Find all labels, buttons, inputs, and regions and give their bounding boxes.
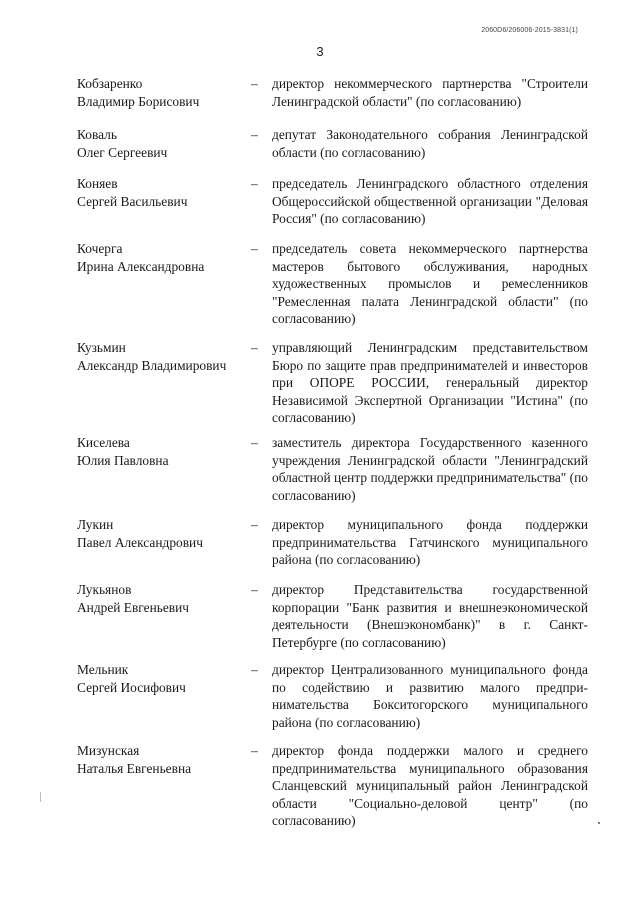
surname: Кобзаренко: [77, 76, 143, 91]
given-name: Наталья Евгеньевна: [77, 760, 192, 776]
person-name: [77, 742, 247, 777]
scan-artifact: [40, 792, 41, 802]
dash: –: [251, 662, 258, 677]
surname: Лукин: [77, 517, 114, 532]
position-description: директор Централизованного муниципального фонда по содействию и развитию малого предпринимательства Бокситогорского муниципального района (по согласованию): [272, 662, 588, 730]
position-description: директор Представительства государственной корпорации "Банк развития и внешнеэкономической деятельности (Внешэкономбанк)" в г. Санкт-Петербурге (по согласованию): [272, 582, 588, 650]
person-name: [77, 661, 247, 696]
given-name: Сергей Васильевич: [77, 193, 188, 209]
surname: Киселева: [77, 435, 130, 450]
dash: –: [251, 76, 258, 91]
given-name: Ирина Александровна: [77, 258, 205, 274]
person-name: [77, 240, 247, 275]
given-name: Владимир Борисович: [77, 93, 200, 109]
given-name: Юлия Павловна: [77, 452, 169, 468]
surname: Мизунская: [77, 743, 140, 758]
dash: –: [251, 517, 258, 532]
dash: –: [251, 127, 258, 142]
position-description: директор муниципального фонда поддержки предпринимательства Гатчинского муниципального района (по согласованию): [272, 517, 588, 567]
person-name: [77, 581, 247, 616]
person-name: [77, 75, 247, 110]
surname: Коваль: [77, 127, 117, 142]
dash: –: [251, 435, 258, 450]
position-description: управляющий Ленинградским представительством Бюро по защите прав предпринимателей и инвесторов при ОПОРЕ РОССИИ, генеральный директор Независимой Экспертной Организации "Истина" (по согласованию): [272, 340, 588, 425]
position-description: депутат Законодательного собрания Ленинградской области (по согласованию): [272, 127, 588, 160]
given-name: Павел Александрович: [77, 534, 203, 550]
position-description: директор фонда поддержки малого и среднего предпринимательства муниципального образования Сланцевский муниципальный район Ленинградской области "Социально-деловой центр" (по согласованию): [272, 743, 588, 828]
given-name: Андрей Евгеньевич: [77, 599, 190, 615]
given-name: Сергей Иосифович: [77, 679, 186, 695]
dash: –: [251, 582, 258, 597]
person-name: [77, 175, 247, 210]
dash: –: [251, 176, 258, 191]
position-description: директор некоммерческого партнерства "Строители Ленинградской области" (по согласованию): [272, 76, 588, 109]
page-number: 3: [316, 44, 324, 59]
dash: –: [251, 340, 258, 355]
person-name: [77, 434, 247, 469]
given-name: Александр Владимирович: [77, 357, 227, 373]
given-name: Олег Сергеевич: [77, 144, 168, 160]
person-name: [77, 126, 247, 161]
position-description: председатель совета некоммерческого партнерства мастеров бытового обслуживания, народных художественных промыслов и ремесленников "Ремесленная палата Ленинградской области" (по согласованию): [272, 241, 588, 326]
surname: Кузьмин: [77, 340, 126, 355]
surname: Мельник: [77, 662, 129, 677]
person-name: [77, 516, 247, 551]
person-name: [77, 339, 247, 374]
scan-artifact: [598, 822, 600, 824]
surname: Лукьянов: [77, 582, 132, 597]
document-id: 2060D6/206006-2015-3831(1): [481, 27, 578, 34]
dash: –: [251, 241, 258, 256]
position-description: председатель Ленинградского областного отделения Общероссийской общественной организации "Деловая Россия" (по согласованию): [272, 176, 588, 226]
dash: –: [251, 743, 258, 758]
position-description: заместитель директора Государственного казенного учреждения Ленинградской области "Ленинградский областной центр поддержки предпринимательства" (по согласованию): [272, 435, 588, 503]
surname: Кочерга: [77, 241, 123, 256]
surname: Коняев: [77, 176, 118, 191]
